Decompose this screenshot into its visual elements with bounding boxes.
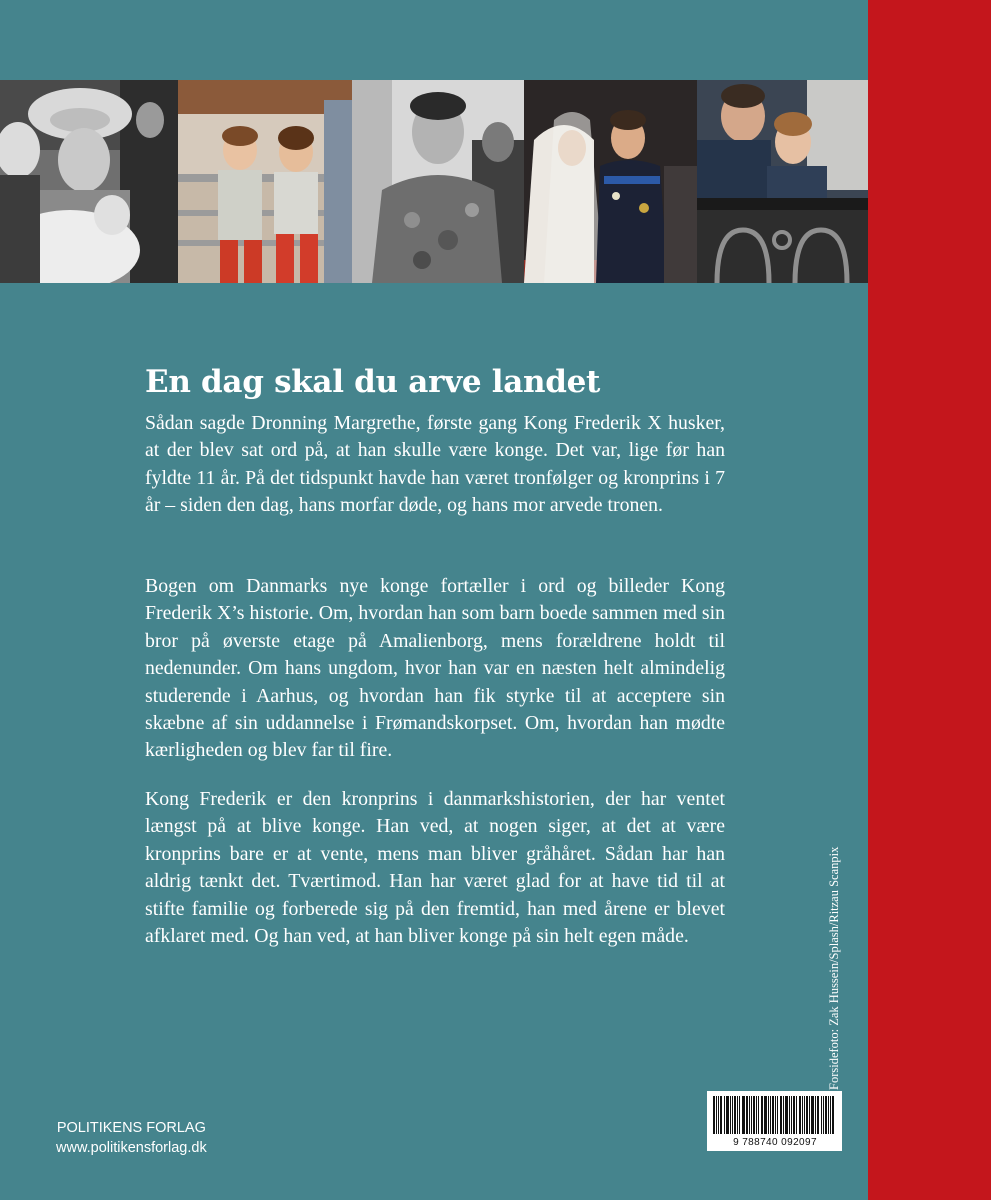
barcode-bar [791,1096,792,1134]
publisher-url: www.politikensforlag.dk [56,1140,207,1156]
blurb-paragraph-1: Sådan sagde Dronning Margrethe, første gang Kong Frederik X husker, at der blev sat ord på, at han skulle være konge. Det var, lige før han fyldte 11 år. På det tidspunkt havde han været tronfølger og kronprins i 7 år – siden den dag, hans morfar døde, og hans mor arvede tronen. [145,412,725,517]
barcode-bar [764,1096,767,1134]
barcode-bar [823,1096,824,1134]
isbn-digits: 9 788740 092097 [733,1137,817,1148]
barcode-bar [739,1096,740,1134]
photo-balcony [697,80,868,283]
barcode-bar [753,1096,755,1134]
barcode-bar [742,1096,745,1134]
barcode-bar [780,1096,782,1134]
red-spine-stripe [868,0,991,1200]
barcode-bar [809,1096,810,1134]
barcode-bar [815,1096,816,1134]
barcode-bar [720,1096,722,1134]
barcode-bar [789,1096,790,1134]
blurb-paragraph-2: Bogen om Danmarks nye konge fortæller i ord og billeder Kong Frederik X’s historie. Om, hvordan han som barn boede sammen med sin bror på øverste etage på Amalienborg, mens forældrene holdt til nedenunder. Om hans ungdom, hvor han var en næsten helt almindelig studerende i Aarhus, og hvordan han fik styrke til at acceptere sin skæbne af sin uddannelse i Frømandskorpset. Om, hvordan han mødte kærligheden og blev far til fire. [145,575,725,762]
barcode-bar [832,1096,834,1134]
barcode-bar [785,1096,788,1134]
barcode-bar [734,1096,736,1134]
blurb-paragraph-3: Kong Frederik er den kronprins i danmarkshistorien, der har ventet længst på at blive konge. Han ved, at nogen siger, at det at være kronprins bare er at vente, mens man bliver gråhåret. Sådan har han aldrig tænkt det. Tværtimod. Han har været glad for at have tid til at stifte familie og forberede sig på den fremtid, han med årene er blevet afklaret med. Og han ved, at han bliver konge på sin helt egen måde. [145,788,725,948]
photo-boys-on-ship [178,80,352,283]
barcode-bar [751,1096,752,1134]
barcode-bar [746,1096,748,1134]
barcode-bar [811,1096,814,1134]
publisher-name: POLITIKENS FORLAG [56,1120,206,1136]
barcode-bar [758,1096,759,1134]
barcode-bar [821,1096,822,1134]
barcode-bar [830,1096,831,1134]
barcode-bar [817,1096,819,1134]
barcode-bar [783,1096,784,1134]
photo-credit: Forsidefoto: Zak Hussein/Splash/Ritzau Scanpix [827,846,841,1090]
book-title: En dag skal du arve landet [145,364,601,400]
photo-frogman [352,80,524,283]
publisher-block [56,1118,207,1158]
barcode-bar [804,1096,805,1134]
barcode-bar [772,1096,774,1134]
barcode-bar [726,1096,729,1134]
barcode-bar [825,1096,827,1134]
barcode-bar [775,1096,776,1134]
isbn-barcode [707,1091,842,1151]
photo-wedding [524,80,697,283]
barcode-bar [799,1096,801,1134]
barcode-bar [828,1096,829,1134]
barcode-bar [756,1096,757,1134]
barcode-bar [802,1096,803,1134]
barcode-bar [732,1096,733,1134]
barcode-bar [770,1096,771,1134]
barcode-bar [796,1096,797,1134]
barcode-bars [713,1096,835,1134]
barcode-bar [730,1096,731,1134]
barcode-bar [716,1096,717,1134]
barcode-bar [793,1096,795,1134]
photo-strip [0,80,868,283]
photo-christening [0,80,178,283]
barcode-bar [777,1096,778,1134]
barcode-bar [749,1096,750,1134]
barcode-bar [806,1096,808,1134]
barcode-bar [718,1096,719,1134]
barcode-bar [761,1096,763,1134]
barcode-bar [737,1096,738,1134]
barcode-bar [768,1096,769,1134]
barcode-bar [713,1096,715,1134]
barcode-bar [724,1096,725,1134]
